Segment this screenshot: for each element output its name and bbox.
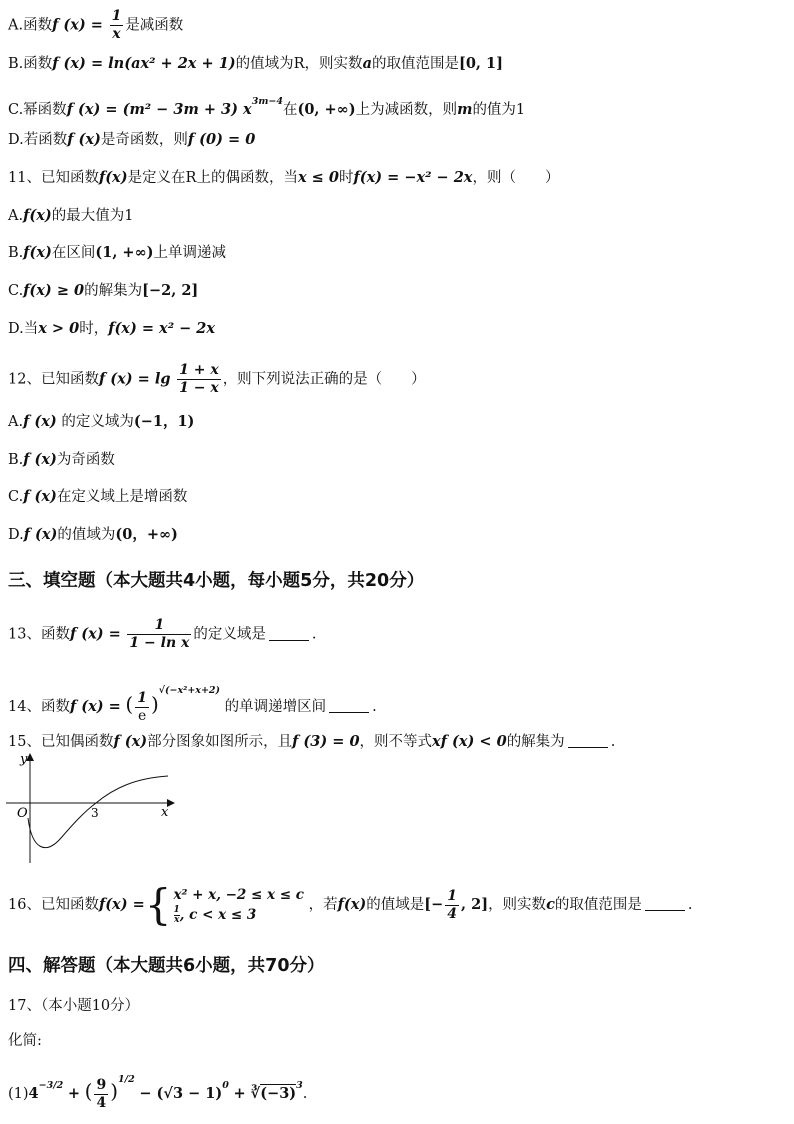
tick-label-3: 3 <box>91 806 99 820</box>
fraction <box>135 690 149 725</box>
q15-pre: 15、已知偶函数 <box>8 734 114 750</box>
fraction-denominator: 4 <box>96 1094 107 1111</box>
q11-stem-post: ，则（ ） <box>472 170 560 186</box>
math-expr: f (x) <box>23 526 58 543</box>
math-range: [0, 1] <box>458 55 503 72</box>
fraction <box>177 362 221 397</box>
option-b-pre: B.函数 <box>8 56 53 72</box>
q13 <box>8 617 316 652</box>
math-expr: f (x) <box>113 733 148 750</box>
math-range: (−1，1) <box>133 413 195 430</box>
math-expr: f (x) <box>67 131 101 148</box>
math-expr: f(x) <box>337 896 367 913</box>
option-c-post2: 的值为1 <box>472 102 526 118</box>
fraction-numerator: 1 <box>111 8 122 24</box>
math-exponent: √(−x²+x+2) <box>158 685 221 696</box>
answer-blank[interactable] <box>645 910 685 911</box>
section-heading-answers: 四、解答题（本大题共6小题，共70分） <box>8 956 325 976</box>
option-text: 为奇函数 <box>56 452 115 468</box>
q15-post: 的解集为 <box>506 734 565 750</box>
math-expr: x > 0 <box>38 320 80 337</box>
math-expr: f (x) <box>23 451 57 468</box>
left-paren: ( <box>84 1079 93 1103</box>
q17-part1 <box>8 1062 307 1112</box>
option-label: C. <box>8 283 24 299</box>
math-expr: f(x) <box>98 169 128 186</box>
right-paren: ) <box>150 692 159 716</box>
fraction <box>445 888 459 923</box>
section-heading-fill-in: 三、填空题（本大题共4小题，每小题5分，共20分） <box>8 571 425 591</box>
option-b-post: 的取值范围是 <box>371 56 459 72</box>
fraction-numerator: 1 <box>127 617 191 635</box>
math-range: (0，+∞) <box>115 526 178 543</box>
math-expr: f (x) = ln(ax² + 2x + 1) <box>52 55 236 72</box>
q11-stem-pre: 11、已知函数 <box>8 170 99 186</box>
option-text: 的最大值为1 <box>51 208 134 224</box>
q13-post: 的定义域是 <box>193 626 266 643</box>
math-expr: f(x) = <box>98 896 145 913</box>
option-c-mid: 在 <box>282 102 298 118</box>
q16-mid2: 的值域是 <box>366 897 425 913</box>
option-d-pre: D.若函数 <box>8 132 68 148</box>
period: . <box>302 1086 308 1102</box>
q16 <box>8 880 693 930</box>
y-axis-label: y <box>20 752 28 767</box>
part-label: (1) <box>8 1086 29 1102</box>
q15-mid: 部分图象如图所示，且 <box>147 734 293 750</box>
math-range: [−2, 2] <box>142 282 199 299</box>
math-var: c <box>546 896 555 913</box>
math-expr: f (x) = <box>69 698 121 715</box>
option-label: D. <box>8 527 24 543</box>
math-expr: f (0) = 0 <box>187 131 256 148</box>
option-a-text: A.函数 <box>8 17 53 34</box>
q16-mid: ，若 <box>308 897 338 913</box>
q14 <box>8 680 377 725</box>
q13-pre: 13、函数 <box>8 626 70 643</box>
option-text: 上单调递减 <box>153 245 227 261</box>
math-expr: f(x) <box>23 207 52 224</box>
fraction-denominator: 1 − x <box>179 380 219 396</box>
fraction-numerator: 1 <box>447 887 458 904</box>
period: . <box>687 897 693 913</box>
math-interval: (0, +∞) <box>297 101 356 118</box>
piecewise-cases <box>174 885 305 925</box>
fraction-numerator: 1 <box>173 905 180 915</box>
option-d-mid: 是奇函数，则 <box>100 132 188 148</box>
option-text: 在区间 <box>51 245 96 261</box>
q12-stem-pre: 12、已知函数 <box>8 371 99 388</box>
math-expr: f (3) = 0 <box>292 733 360 750</box>
option-text: 的定义域为 <box>56 414 134 430</box>
option-b-mid: 的值域为R，则实数 <box>235 56 363 72</box>
math-var: m <box>457 101 473 118</box>
q11-stem-mid: 是定义在R上的偶函数，当 <box>127 170 298 186</box>
q11-option-b <box>8 242 226 264</box>
q11-stem <box>8 167 559 189</box>
q11-option-d <box>8 318 215 340</box>
option-label: C. <box>8 489 24 505</box>
option-text: 的解集为 <box>84 283 143 299</box>
math-var: a <box>362 55 372 72</box>
fraction-numerator: 9 <box>96 1076 107 1093</box>
q16-pre: 16、已知函数 <box>8 897 99 913</box>
q12-option-b <box>8 449 115 471</box>
q12-option-d <box>8 524 178 546</box>
q10-option-b <box>8 53 503 75</box>
piecewise-brace: { <box>144 880 172 929</box>
math-range: [− <box>424 896 444 913</box>
q12-option-c <box>8 486 187 508</box>
q12-stem <box>8 362 426 397</box>
q14-post: 的单调递增区间 <box>224 699 327 715</box>
fraction-numerator: 1 + x <box>179 362 219 378</box>
math-exponent: −3/2 <box>38 1080 64 1091</box>
q10-option-c <box>8 91 525 121</box>
math-expr: f(x) = −x² − 2x <box>353 169 473 186</box>
option-label: A. <box>8 208 24 224</box>
fraction-denominator: x <box>173 915 180 925</box>
left-paren: ( <box>125 692 134 716</box>
function-graph <box>6 750 186 868</box>
math-expr: f (x) = <box>52 16 103 34</box>
math-exponent: 1/2 <box>118 1074 135 1085</box>
period: . <box>372 699 377 715</box>
q17-instruction: 化简: <box>8 1033 42 1049</box>
math-exponent: 3m−4 <box>251 96 283 107</box>
math-expr: f (x) <box>23 488 57 505</box>
math-base: 4 <box>28 1085 39 1102</box>
answer-blank[interactable] <box>269 640 309 641</box>
answer-blank[interactable] <box>568 747 608 748</box>
q14-pre: 14、函数 <box>8 699 70 715</box>
option-label: B. <box>8 245 24 261</box>
fraction-denominator: 4 <box>447 905 458 922</box>
option-c-post: 上为减函数，则 <box>355 102 458 118</box>
option-label: D.当 <box>8 321 39 337</box>
q10-option-a <box>8 8 183 43</box>
math-expr: f(x) ≥ 0 <box>23 282 85 299</box>
right-paren: ) <box>110 1079 119 1103</box>
option-text: 的值域为 <box>57 527 116 543</box>
period: . <box>610 734 616 750</box>
q11-stem-mid2: 时 <box>338 170 354 186</box>
option-a-post: 是减函数 <box>125 17 184 34</box>
fraction <box>94 1077 108 1112</box>
math-range: , 2] <box>461 896 489 913</box>
math-expr: xf (x) < 0 <box>432 733 507 750</box>
fraction-numerator: 1 <box>137 689 147 706</box>
fraction-denominator: x <box>112 26 121 42</box>
piece-1: x² + x, −2 ≤ x ≤ c <box>173 887 305 903</box>
x-axis-label: x <box>161 805 169 820</box>
math-operator: + <box>67 1085 81 1102</box>
origin-label: O <box>17 806 28 821</box>
option-c-pre: C.幂函数 <box>8 102 67 118</box>
piece-2: , c < x ≤ 3 <box>179 907 257 923</box>
math-expr: + ∛ <box>233 1085 261 1102</box>
fraction-denominator: e <box>137 707 147 724</box>
answer-blank[interactable] <box>329 712 369 713</box>
math-expr: f (x) = (m² − 3m + 3) x <box>66 101 252 118</box>
math-expr: − (√3 − 1) <box>139 1085 223 1102</box>
q10-option-d <box>8 129 255 151</box>
math-interval: (1, +∞) <box>95 244 154 261</box>
q11-option-a <box>8 205 133 227</box>
q17-title: 17、（本小题10分） <box>8 998 140 1014</box>
math-expr: f (x) = <box>69 625 121 643</box>
fraction <box>127 617 191 652</box>
option-text: 时， <box>79 321 109 337</box>
fraction <box>110 8 124 43</box>
period: . <box>311 626 317 643</box>
q15-mid2: ，则不等式 <box>359 734 433 750</box>
math-exponent: 3 <box>296 1080 303 1091</box>
math-expr: f (x) <box>23 413 57 430</box>
option-label: B. <box>8 452 24 468</box>
math-exponent: 0 <box>222 1080 229 1091</box>
math-expr: f (x) = lg <box>98 370 171 388</box>
q16-post: ，则实数 <box>488 897 547 913</box>
option-label: A. <box>8 414 24 430</box>
q16-post2: 的取值范围是 <box>554 897 642 913</box>
math-expr: x ≤ 0 <box>297 169 339 186</box>
math-expr: f(x) <box>23 244 52 261</box>
math-expr: f(x) = x² − 2x <box>108 320 216 337</box>
math-radicand: (−3) <box>260 1085 297 1102</box>
fraction-denominator: 1 − ln x <box>129 635 190 651</box>
q12-stem-post: ，则下列说法正确的是（ ） <box>222 371 426 388</box>
q12-option-a <box>8 411 194 433</box>
q11-option-c <box>8 280 198 302</box>
option-text: 在定义域上是增函数 <box>56 489 188 505</box>
